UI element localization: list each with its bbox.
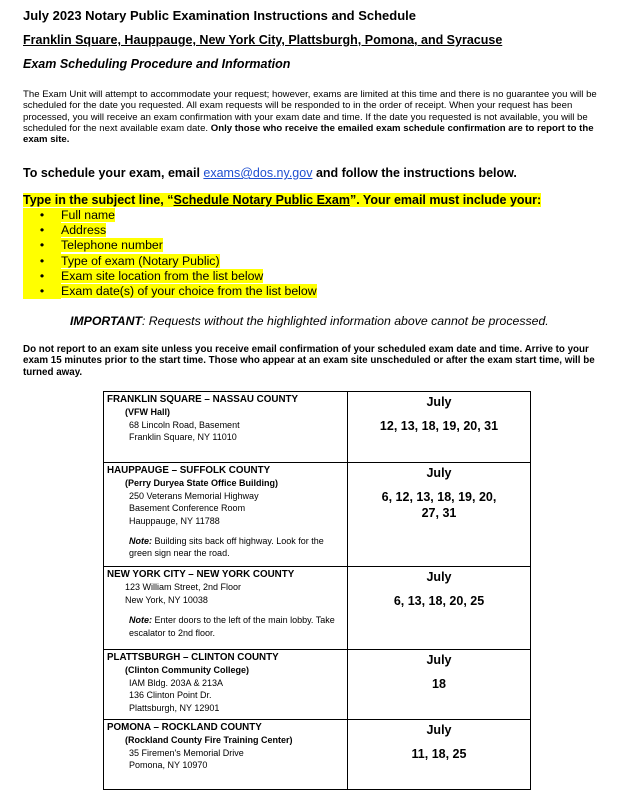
bullet-icon: • bbox=[23, 269, 61, 284]
table-row bbox=[104, 720, 531, 790]
list-item bbox=[23, 284, 317, 299]
subject-text: Schedule Notary Public Exam bbox=[173, 193, 350, 207]
site-institution: (Perry Duryea State Office Building) bbox=[125, 478, 279, 489]
table-row bbox=[104, 567, 531, 650]
site-heading: POMONA – ROCKLAND COUNTY bbox=[107, 722, 262, 733]
site-institution: (Rockland County Fire Training Center) bbox=[125, 735, 293, 746]
locations-line: Franklin Square, Hauppauge, New York City, Plattsburgh, Pomona, and Syracuse bbox=[23, 33, 503, 47]
site-heading: NEW YORK CITY – NEW YORK COUNTY bbox=[107, 569, 295, 580]
arrival-notice: Do not report to an exam site unless you receive email confirmation of your scheduled exam date and time. Arrive to your exam 15 minutes prior to the start time. Those who appear at an exam site unscheduled or after the exam start time, will be turned away. bbox=[23, 344, 595, 378]
date-list: 27, 31 bbox=[421, 506, 457, 520]
requirements-list bbox=[23, 208, 317, 299]
bullet-icon: • bbox=[23, 284, 61, 299]
site-note bbox=[107, 535, 344, 560]
note-text: Enter doors to the left of the main lobby. Take escalator to 2nd floor. bbox=[129, 615, 335, 638]
bullet-icon: • bbox=[23, 254, 61, 269]
requirement-label: Address bbox=[61, 223, 107, 238]
intro-bold-text: Only those who receive the emailed exam schedule confirmation are to report to the exam site. bbox=[23, 122, 594, 146]
site-institution: (VFW Hall) bbox=[125, 407, 170, 418]
important-note bbox=[70, 314, 549, 328]
requirement-label: Telephone number bbox=[61, 238, 163, 253]
site-cell bbox=[104, 567, 348, 650]
site-heading: FRANKLIN SQUARE – NASSAU COUNTY bbox=[107, 394, 299, 405]
requirement-label: Type of exam (Notary Public) bbox=[61, 253, 220, 268]
site-address-line: Basement Conference Room bbox=[129, 503, 246, 514]
subject-suffix: ”. Your email must include your: bbox=[349, 193, 542, 207]
site-note bbox=[107, 614, 344, 639]
dates-cell bbox=[348, 463, 531, 567]
date-list: 11, 18, 25 bbox=[411, 747, 467, 761]
page-title: July 2023 Notary Public Examination Instructions and Schedule bbox=[23, 8, 416, 23]
schedule-prefix: To schedule your exam, email bbox=[23, 166, 200, 180]
list-item bbox=[23, 238, 317, 253]
bullet-icon: • bbox=[23, 223, 61, 238]
site-address-line: New York, NY 10038 bbox=[125, 594, 208, 605]
month-label: July bbox=[426, 570, 452, 584]
bullet-icon: • bbox=[23, 238, 61, 253]
schedule-instruction bbox=[23, 166, 517, 180]
site-heading: HAUPPAUGE – SUFFOLK COUNTY bbox=[107, 465, 271, 476]
date-list: 18 bbox=[432, 677, 446, 691]
site-cell bbox=[104, 650, 348, 720]
month-label: July bbox=[426, 653, 452, 667]
schedule-suffix: and follow the instructions below. bbox=[315, 166, 517, 180]
section-heading: Exam Scheduling Procedure and Information bbox=[23, 57, 291, 71]
site-cell bbox=[104, 392, 348, 463]
date-list: 6, 13, 18, 20, 25 bbox=[393, 594, 485, 608]
bullet-icon: • bbox=[23, 208, 61, 223]
note-label: Note: bbox=[129, 536, 152, 547]
site-address-line: IAM Bldg. 203A & 213A bbox=[129, 677, 224, 688]
date-list: 12, 13, 18, 19, 20, 31 bbox=[379, 419, 499, 433]
exam-sites-table bbox=[103, 391, 531, 790]
dates-cell bbox=[348, 567, 531, 650]
intro-text: The Exam Unit will attempt to accommodate your request; however, exams are limited at this time and there is no guarantee you will be scheduled for the date you requested. All exam requests will be responded to in the order of receipt. When your request has been processed, you will receive an exam confirmation with your exam date and time. If the date you requested is not available, you will be scheduled for the next available exam date. bbox=[23, 89, 597, 134]
dates-cell bbox=[348, 650, 531, 720]
dates-cell bbox=[348, 720, 531, 790]
dates-cell bbox=[348, 392, 531, 463]
table-row bbox=[104, 392, 531, 463]
site-cell bbox=[104, 463, 348, 567]
email-link[interactable]: exams@dos.ny.gov bbox=[203, 166, 313, 180]
month-label: July bbox=[426, 395, 452, 409]
list-item bbox=[23, 254, 317, 269]
site-address-line: 250 Veterans Memorial Highway bbox=[129, 490, 259, 501]
requirement-label: Full name bbox=[61, 208, 115, 222]
site-heading: PLATTSBURGH – CLINTON COUNTY bbox=[107, 652, 279, 663]
subject-prefix: Type in the subject line, “ bbox=[23, 193, 174, 207]
list-item bbox=[23, 208, 317, 223]
requirement-label: Exam date(s) of your choice from the list below bbox=[61, 283, 317, 298]
list-item bbox=[23, 223, 317, 238]
intro-paragraph bbox=[23, 89, 603, 145]
note-text: Building sits back off highway. Look for the green sign near the road. bbox=[129, 536, 324, 559]
site-address-line: 68 Lincoln Road, Basement bbox=[129, 419, 240, 430]
site-address-line: 123 William Street, 2nd Floor bbox=[125, 582, 242, 593]
list-item bbox=[23, 269, 317, 284]
note-label: Note: bbox=[129, 615, 152, 626]
important-text: : Requests without the highlighted information above cannot be processed. bbox=[141, 314, 549, 328]
subject-instruction bbox=[23, 193, 541, 207]
month-label: July bbox=[426, 466, 452, 480]
important-label: IMPORTANT bbox=[70, 314, 142, 328]
requirement-label: Exam site location from the list below bbox=[61, 268, 264, 283]
date-list: 6, 12, 13, 18, 19, 20, bbox=[381, 490, 497, 504]
site-address-line: 136 Clinton Point Dr. bbox=[129, 690, 212, 701]
site-address-line: Pomona, NY 10970 bbox=[129, 760, 208, 771]
table-row bbox=[104, 463, 531, 567]
month-label: July bbox=[426, 723, 452, 737]
site-address-line: Plattsburgh, NY 12901 bbox=[129, 702, 220, 713]
site-address-line: 35 Firemen's Memorial Drive bbox=[129, 747, 244, 758]
site-institution: (Clinton Community College) bbox=[125, 665, 249, 676]
site-cell bbox=[104, 720, 348, 790]
site-address-line: Franklin Square, NY 11010 bbox=[129, 432, 237, 443]
site-address-line: Hauppauge, NY 11788 bbox=[129, 515, 220, 526]
table-row bbox=[104, 650, 531, 720]
